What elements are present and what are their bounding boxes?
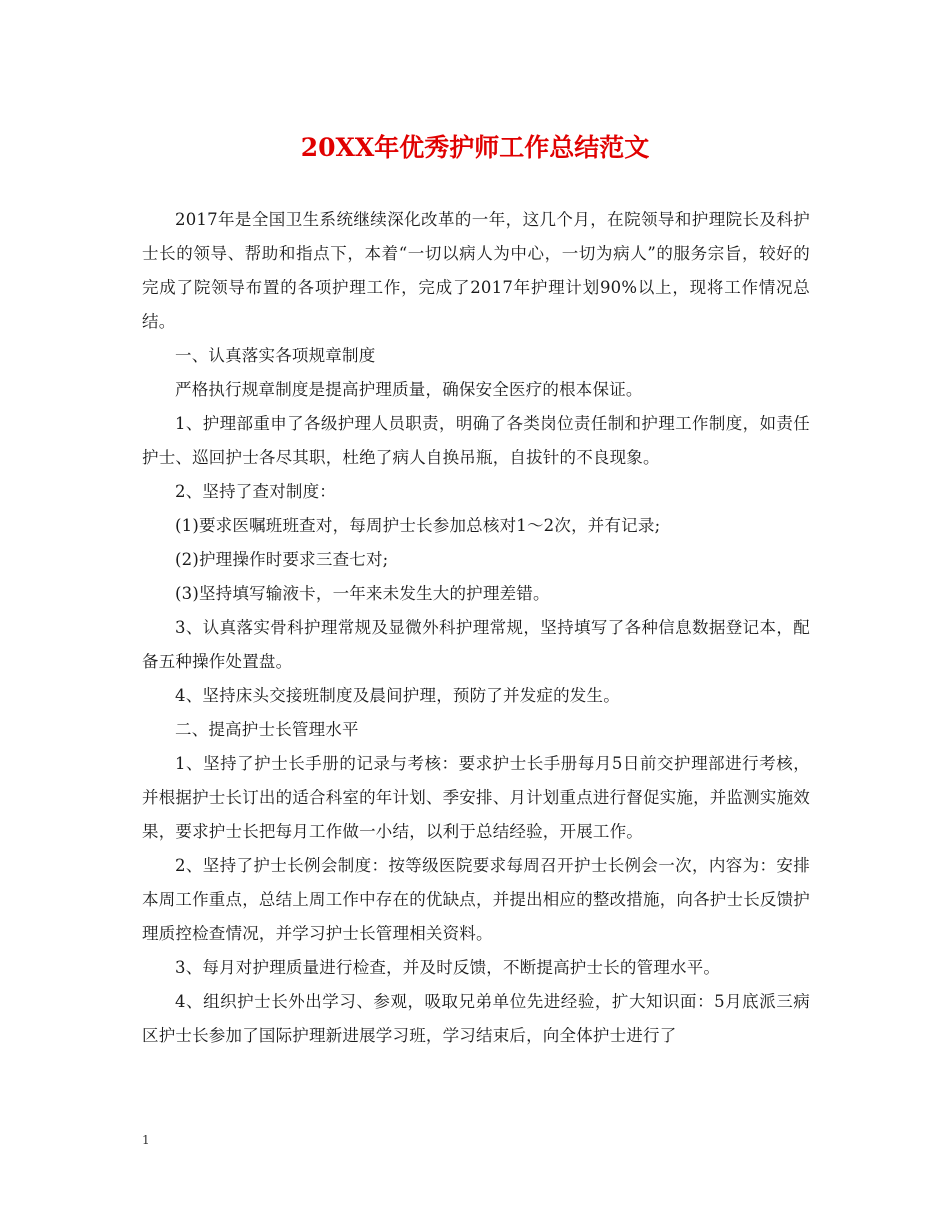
document-body bbox=[142, 203, 810, 1053]
document-title: 20XX年优秀护师工作总结范文 bbox=[300, 133, 650, 162]
paragraph: 4、坚持床头交接班制度及晨间护理，预防了并发症的发生。 bbox=[175, 686, 620, 705]
paragraph: 严格执行规章制度是提高护理质量，确保安全医疗的根本保证。 bbox=[175, 380, 643, 399]
list-item: (2)护理操作时要求三查七对; bbox=[175, 550, 389, 569]
paragraph: 4、组织护士长外出学习、参观，吸取兄弟单位先进经验，扩大知识面：5月底派三病区护士长参加了国际护理新进展学习班，学习结束后，向全体护士进行了 bbox=[142, 992, 810, 1045]
section-heading-1: 一、认真落实各项规章制度 bbox=[175, 346, 376, 365]
paragraph-intro: 2017年是全国卫生系统继续深化改革的一年，这几个月，在院领导和护理院长及科护士长的领导、帮助和指点下，本着“一切以病人为中心，一切为病人”的服务宗旨，较好的完成了院领导布置的各项护理工作，完成了2017年护理计划90%以上，现将工作情况总结。 bbox=[142, 210, 810, 331]
paragraph: 3、每月对护理质量进行检查，并及时反馈，不断提高护士长的管理水平。 bbox=[175, 958, 721, 977]
page-number: 1 bbox=[142, 1133, 150, 1147]
list-item: (3)坚持填写输液卡，一年来未发生大的护理差错。 bbox=[175, 584, 550, 603]
paragraph: 2、坚持了护士长例会制度：按等级医院要求每周召开护士长例会一次，内容为：安排本周工作重点，总结上周工作中存在的优缺点，并提出相应的整改措施，向各护士长反馈护理质控检查情况，并学习护士长管理相关资料。 bbox=[142, 856, 810, 943]
paragraph: 1、坚持了护士长手册的记录与考核：要求护士长手册每月5日前交护理部进行考核，并根据护士长订出的适合科室的年计划、季安排、月计划重点进行督促实施，并监测实施效果，要求护士长把每月工作做一小结，以利于总结经验，开展工作。 bbox=[142, 754, 810, 841]
paragraph: 1、护理部重申了各级护理人员职责，明确了各类岗位责任制和护理工作制度，如责任护士、巡回护士各尽其职，杜绝了病人自换吊瓶，自拔针的不良现象。 bbox=[142, 414, 810, 467]
paragraph: 2、坚持了查对制度： bbox=[175, 482, 336, 501]
section-heading-2: 二、提高护士长管理水平 bbox=[175, 720, 359, 739]
paragraph: 3、认真落实骨科护理常规及显微外科护理常规，坚持填写了各种信息数据登记本，配备五种操作处置盘。 bbox=[142, 618, 810, 671]
list-item: (1)要求医嘱班班查对，每周护士长参加总核对1～2次，并有记录; bbox=[175, 516, 661, 535]
